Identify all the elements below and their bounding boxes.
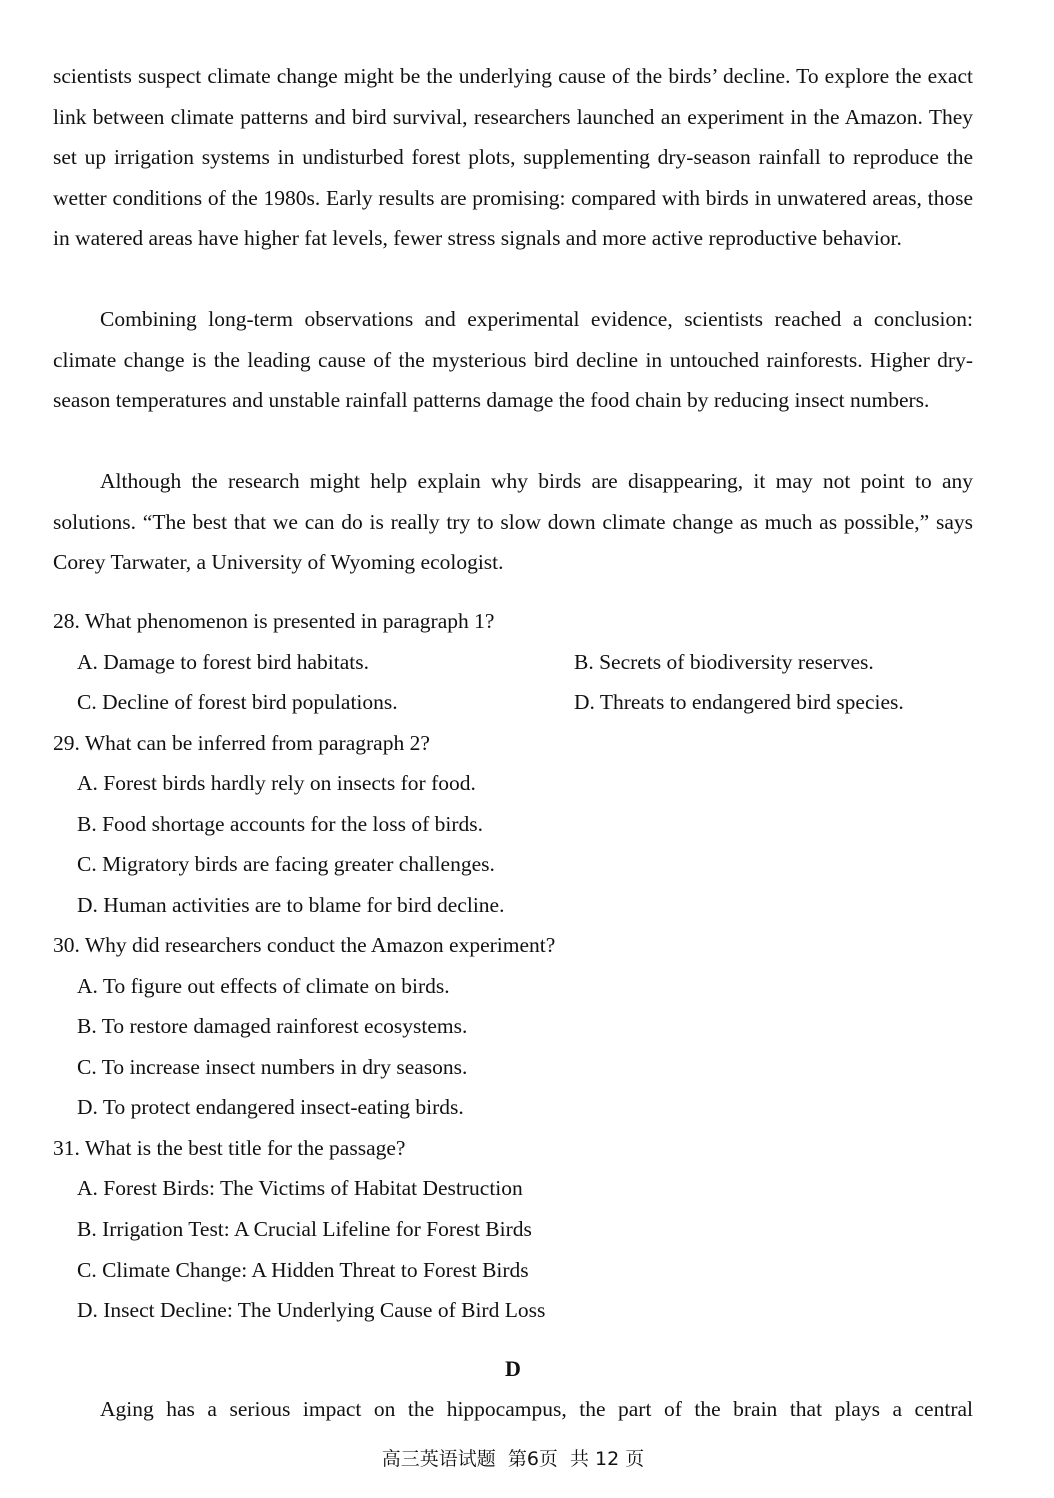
question-31-stem: 31. What is the best title for the passage? [53,1136,406,1160]
question-28-option-c: C. Decline of forest bird populations. [77,690,398,714]
page-footer: 高三英语试题 第6页 共 12 页 [381,1448,645,1470]
question-31-option-b: B. Irrigation Test: A Crucial Lifeline for Forest Birds [77,1217,532,1241]
question-28-option-b: B. Secrets of biodiversity reserves. [574,650,874,674]
passage-paragraph-3: Although the research might help explain why birds are disappearing, it may not point to any solutions. “The best that we can do is really try to slow down climate change as much as possible,” says Corey Tarwater, a University of Wyoming ecologist. [53,469,973,575]
question-29-option-a: A. Forest birds hardly rely on insects for food. [77,771,476,795]
question-28-option-d: D. Threats to endangered bird species. [574,690,904,714]
question-31-option-c: C. Climate Change: A Hidden Threat to Forest Birds [77,1258,529,1282]
question-31-option-d: D. Insect Decline: The Underlying Cause of Bird Loss [77,1298,546,1322]
passage-paragraph-1: scientists suspect climate change might be the underlying cause of the birds’ decline. To explore the exact link between climate patterns and bird survival, researchers launched an experiment in the Amazon. They set up irrigation systems in undisturbed forest plots, supplementing dry-season rainfall to reproduce the wetter conditions of the 1980s. Early results are promising: compared with birds in unwatered areas, those in watered areas have higher fat levels, fewer stress signals and more active reproductive behavior. [53,64,973,251]
question-30-option-b: B. To restore damaged rainforest ecosystems. [77,1014,468,1038]
question-28-option-a: A. Damage to forest bird habitats. [77,650,369,674]
question-28-stem: 28. What phenomenon is presented in paragraph 1? [53,609,495,633]
question-30-option-c: C. To increase insect numbers in dry seasons. [77,1055,468,1079]
question-31-option-a: A. Forest Birds: The Victims of Habitat Destruction [77,1176,523,1200]
question-30-option-a: A. To figure out effects of climate on birds. [77,974,450,998]
section-d-heading: D [505,1356,521,1381]
question-29-option-b: B. Food shortage accounts for the loss of birds. [77,812,484,836]
question-29-stem: 29. What can be inferred from paragraph 2? [53,731,430,755]
question-30-option-d: D. To protect endangered insect-eating birds. [77,1095,464,1119]
question-30-stem: 30. Why did researchers conduct the Amazon experiment? [53,933,556,957]
question-29-option-c: C. Migratory birds are facing greater challenges. [77,852,495,876]
passage-paragraph-2: Combining long-term observations and experimental evidence, scientists reached a conclusion: climate change is the leading cause of the mysterious bird decline in untouched rainforests. Higher dry-season temperatures and unstable rainfall patterns damage the food chain by reducing insect numbers. [53,307,973,413]
question-29-option-d: D. Human activities are to blame for bird decline. [77,893,505,917]
section-d-first-line: Aging has a serious impact on the hippocampus, the part of the brain that plays a central [100,1397,973,1421]
